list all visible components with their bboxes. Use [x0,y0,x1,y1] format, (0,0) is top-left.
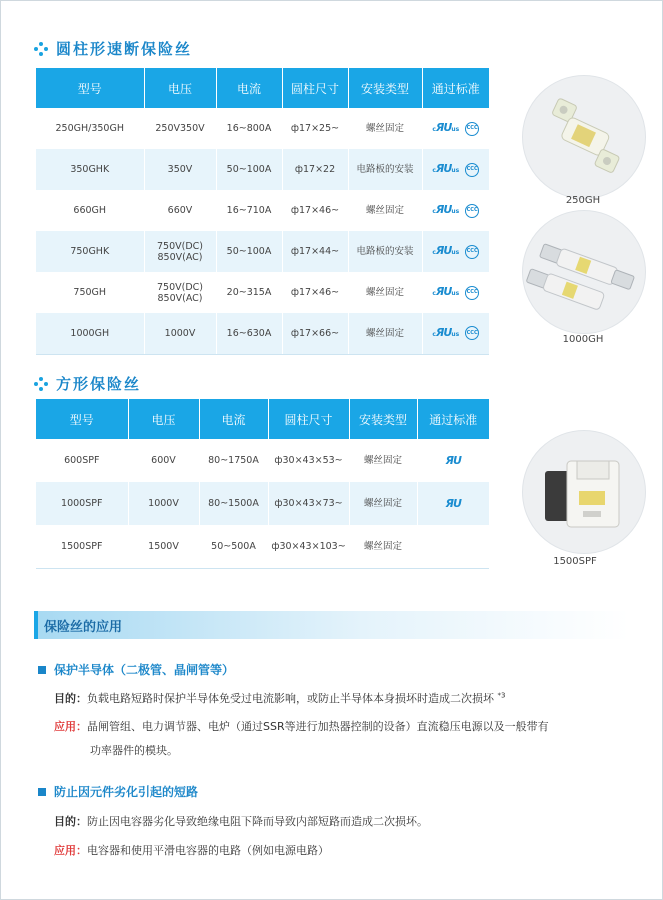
cell-mount: 螺丝固定 [349,482,417,525]
col-header-voltage: 电压 [128,399,199,439]
cell-model: 1000GH [36,313,144,354]
cell-voltage: 1500V [128,525,199,568]
col-header-size: 圆柱尺寸 [282,68,348,108]
cell-current: 80~1500A [199,482,268,525]
application-section-bar: 保险丝的应用 [34,611,629,639]
col-header-size: 圆柱尺寸 [268,399,349,439]
table-row [36,190,489,231]
cell-voltage: 350V [144,149,216,190]
cell-mount: 螺丝固定 [348,313,422,354]
table-row [36,439,489,482]
fuse-photo-250gh [522,75,646,199]
square-bullet-icon [38,788,46,796]
cell-model: 1000SPF [36,482,128,525]
use-line-1: 应用：晶闸管组、电力调节器、电炉（通过SSR等进行加热器控制的设备）直流稳压电源以及一般带有 [54,720,549,733]
dots-icon [34,42,48,56]
fuse-photo-1000gh [522,210,646,334]
cell-current: 50~100A [216,149,282,190]
col-header-standard: 通过标准 [422,68,489,108]
cylindrical-fuse-table [36,68,489,355]
cell-voltage: 1000V [144,313,216,354]
cell-mount: 电路板的安装 [348,231,422,272]
cell-current: 50~100A [216,231,282,272]
cell-current: 50~500A [199,525,268,568]
cell-certs [422,313,489,354]
cell-voltage: 600V [128,439,199,482]
application-heading-1: 保护半导体（二极管、晶闸管等） [38,661,234,678]
fuse-photo-1500spf [522,430,646,554]
cell-voltage: 1000V [128,482,199,525]
cell-current: 20~315A [216,272,282,313]
ccc-cert-icon: CCC [465,122,479,136]
ul-cert-icon: cЯUus [432,285,460,298]
purpose-line-2: 目的：防止因电容器劣化导致绝缘电阻下降而导致内部短路而造成二次损坏。 [54,815,428,828]
cell-size: ф17×44~ [282,231,348,272]
cell-mount: 螺丝固定 [349,439,417,482]
cell-model: 600SPF [36,439,128,482]
ur-cert-icon: ЯU [445,496,461,510]
cell-mount: 螺丝固定 [348,190,422,231]
cell-certs [422,108,489,149]
cell-size: ф30×43×53~ [268,439,349,482]
cell-current: 16~630A [216,313,282,354]
cell-voltage: 250V350V [144,108,216,149]
cell-size: ф17×25~ [282,108,348,149]
col-header-standard: 通过标准 [417,399,489,439]
cell-certs [422,149,489,190]
cell-mount: 电路板的安装 [348,149,422,190]
cell-size: ф30×43×73~ [268,482,349,525]
section2-title: 方形保险丝 [34,373,141,394]
ur-cert-icon: ЯU [445,453,461,467]
cell-model: 750GH [36,272,144,313]
cell-model: 250GH/350GH [36,108,144,149]
cell-voltage: 750V(DC) 850V(AC) [144,231,216,272]
cell-certs [422,231,489,272]
cell-voltage: 660V [144,190,216,231]
cell-certs [422,272,489,313]
col-header-model: 型号 [36,68,144,108]
ccc-cert-icon: CCC [465,204,479,218]
ul-cert-icon: cЯUus [432,203,460,216]
cell-model: 750GHK [36,231,144,272]
table-row [36,108,489,149]
col-header-current: 电流 [216,68,282,108]
ccc-cert-icon: CCC [465,163,479,177]
photo-caption: 1000GH [562,334,604,345]
cell-current: 16~800A [216,108,282,149]
table-row [36,272,489,313]
col-header-voltage: 电压 [144,68,216,108]
cell-mount: 螺丝固定 [348,272,422,313]
ccc-cert-icon: CCC [465,326,479,340]
table-row [36,482,489,525]
cell-model: 350GHK [36,149,144,190]
cell-current: 80~1750A [199,439,268,482]
purpose-line-1: 目的：负载电路短路时保护半导体免受过电流影响，或防止半导体本身损坏时造成二次损坏 $^{*3}$ [54,691,506,705]
col-header-model: 型号 [36,399,128,439]
cell-size: ф17×46~ [282,190,348,231]
table-row [36,231,489,272]
ccc-cert-icon: CCC [465,286,479,300]
cell-size: ф17×66~ [282,313,348,354]
use-line-1b: 功率器件的模块。 [90,744,178,757]
cell-certs [417,439,489,482]
square-fuse-table [36,399,489,569]
dots-icon [34,377,48,391]
col-header-mount: 安装类型 [348,68,422,108]
cell-current: 16~710A [216,190,282,231]
use-line-2: 应用：电容器和使用平滑电容器的电路（例如电源电路） [54,844,329,857]
table-row [36,313,489,354]
ul-cert-icon: cЯUus [432,325,460,339]
cell-size: ф17×46~ [282,272,348,313]
ccc-cert-icon: CCC [465,245,479,259]
square-bullet-icon [38,666,46,674]
cell-size: ф30×43×103~ [268,525,349,568]
cell-certs [422,190,489,231]
cell-certs [417,482,489,525]
cell-size: ф17×22 [282,149,348,190]
ul-cert-icon: cЯUus [432,244,460,257]
ul-cert-icon: cЯUus [432,121,460,134]
ul-cert-icon: cЯUus [432,162,460,175]
cell-voltage: 750V(DC) 850V(AC) [144,272,216,313]
table-row [36,525,489,568]
section1-title: 圆柱形速断保险丝 [34,38,192,59]
cell-model: 1500SPF [36,525,128,568]
photo-caption: 1500SPF [553,556,597,567]
cell-mount: 螺丝固定 [348,108,422,149]
cell-certs [417,525,489,568]
photo-caption: 250GH [565,195,601,206]
col-header-current: 电流 [199,399,268,439]
application-heading-2: 防止因元件劣化引起的短路 [38,783,198,800]
table-row [36,149,489,190]
cell-mount: 螺丝固定 [349,525,417,568]
col-header-mount: 安装类型 [349,399,417,439]
cell-model: 660GH [36,190,144,231]
